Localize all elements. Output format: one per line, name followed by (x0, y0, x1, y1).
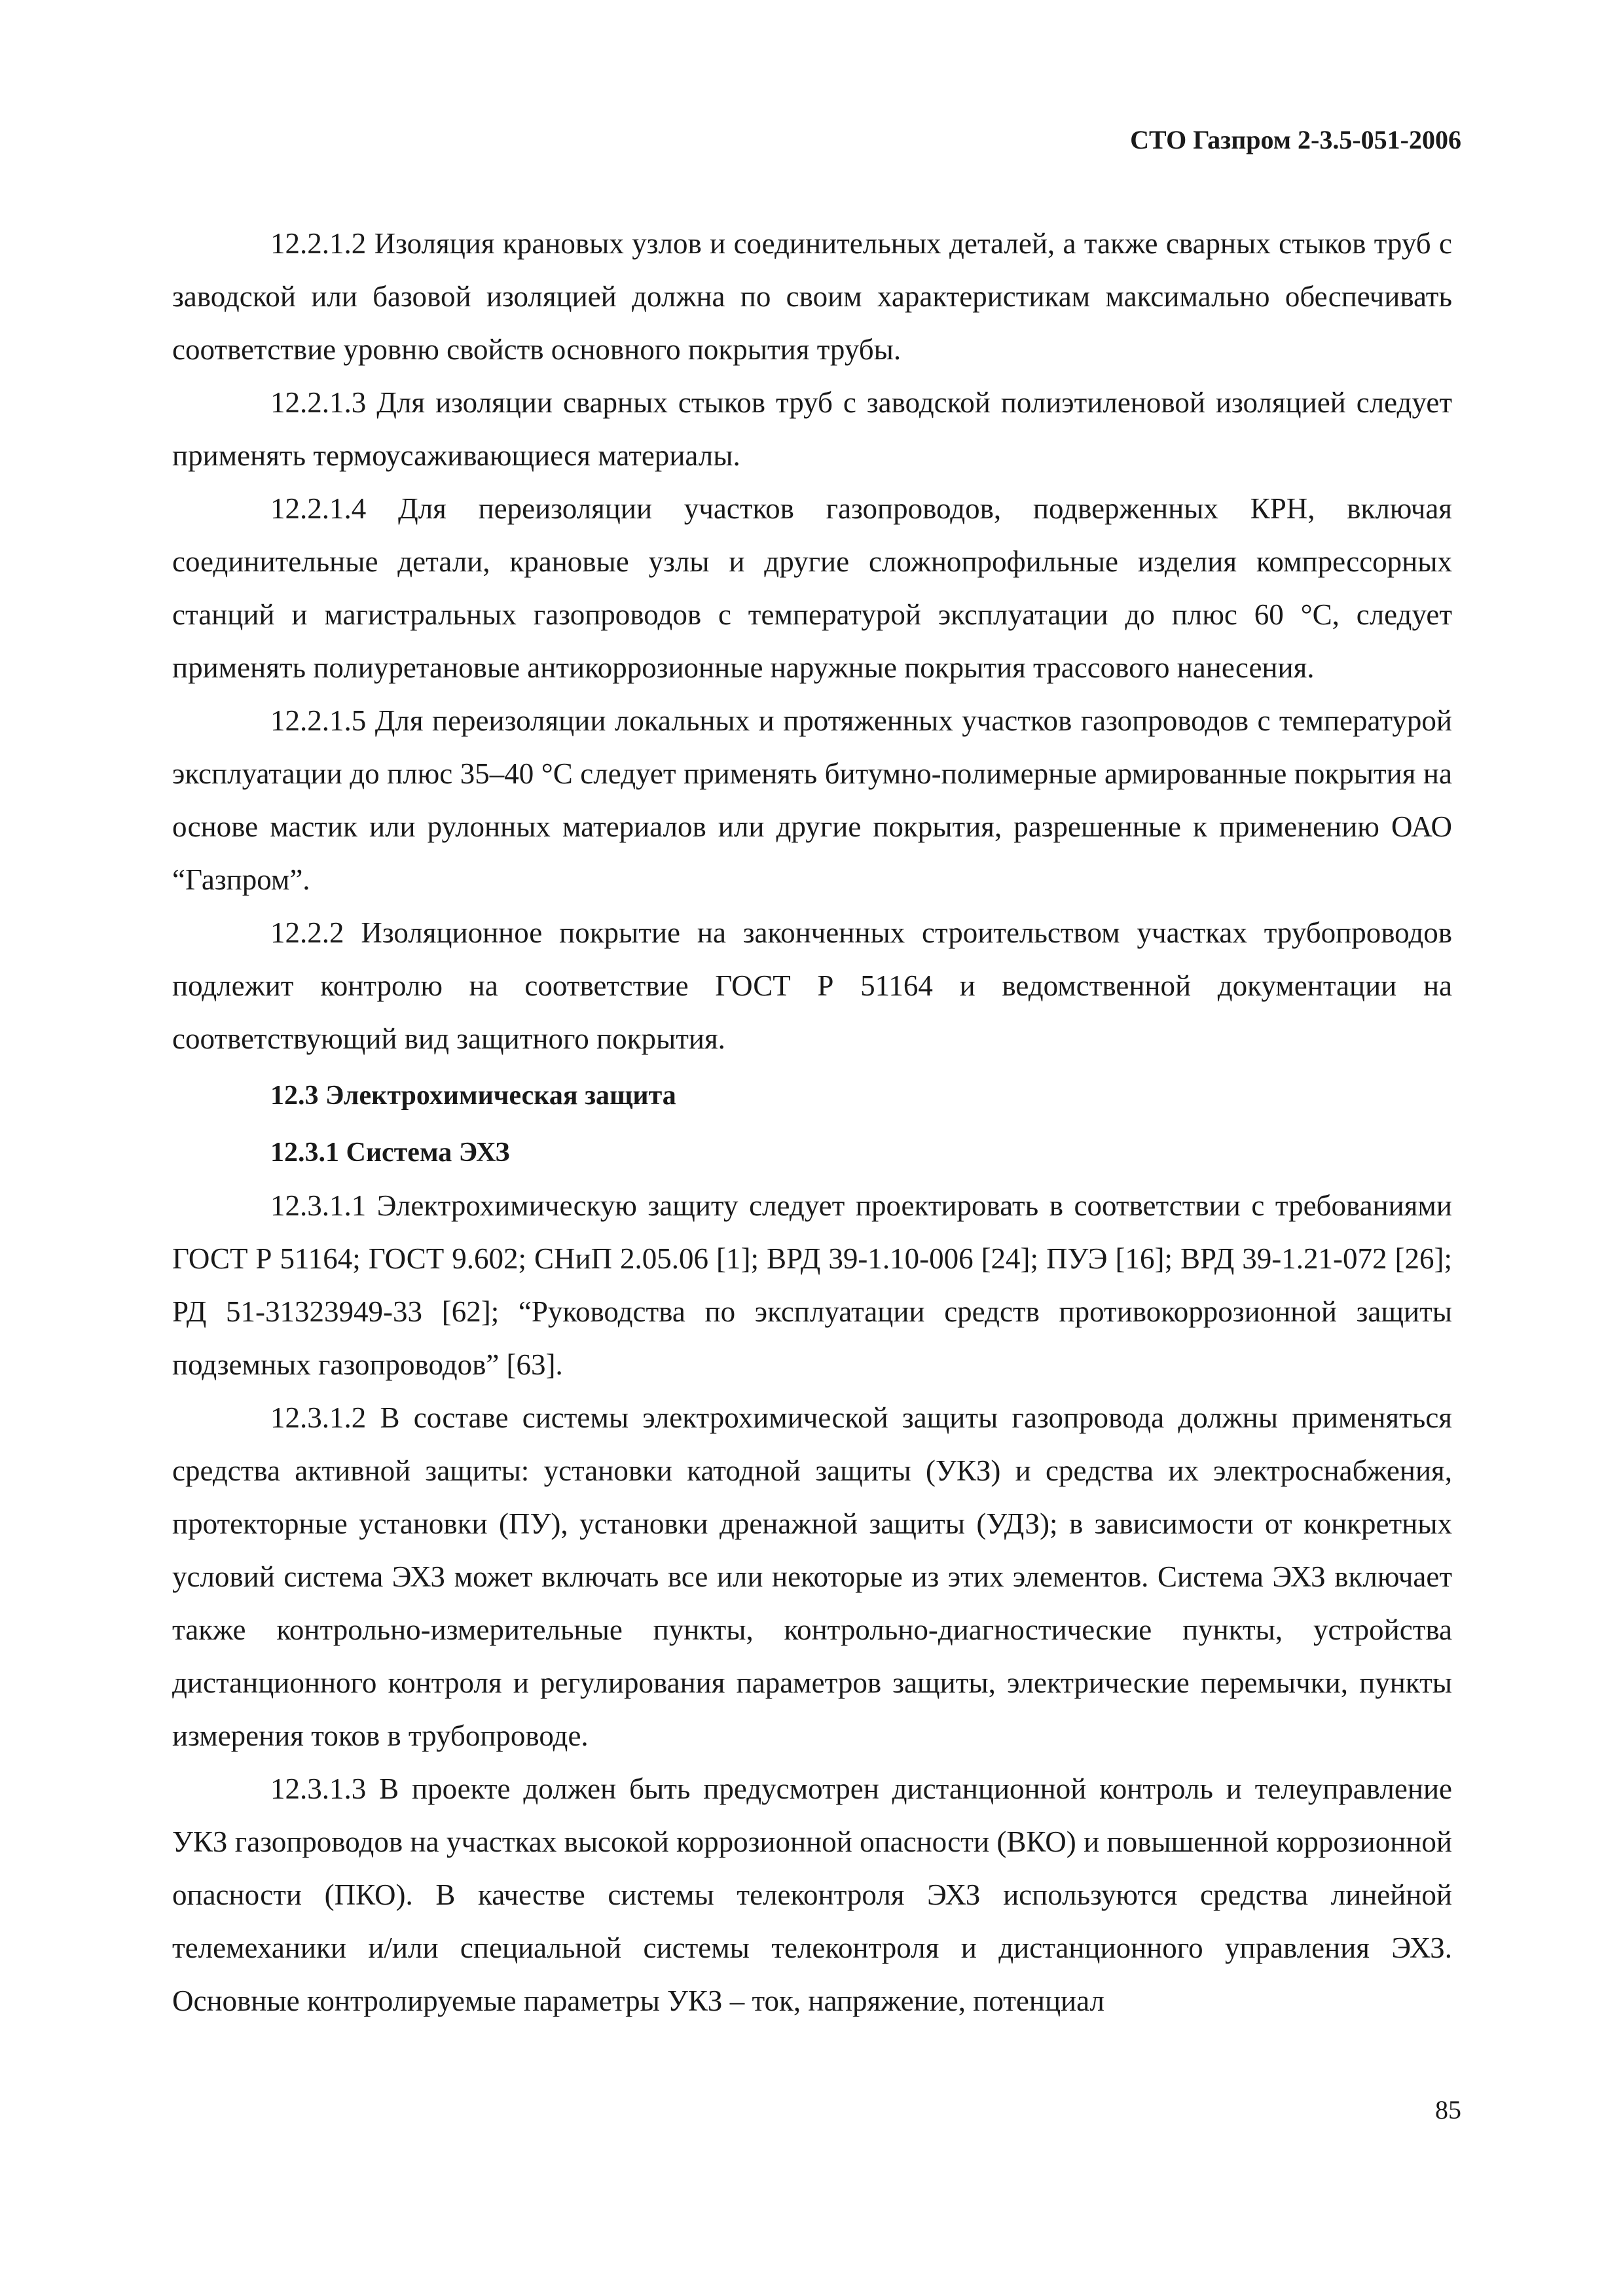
paragraph-12-2-1-3: 12.2.1.3 Для изоляции сварных стыков труб с заводской полиэтиленовой изоляцией следует применять термоусаживающиеся материалы. (172, 386, 1452, 472)
paragraph-12-3-1-2: 12.3.1.2 В составе системы электрохимической защиты газопровода должны применяться средства активной защиты: установки катодной защиты (УКЗ) и средства их электроснабжения, протекторные установки (ПУ), установки дренажной защиты (УДЗ); в зависимости от конкретных условий система ЭХЗ может включать все или некоторые из этих элементов. Система ЭХЗ включает также контрольно-измерительные пункты, контрольно-диагностические пункты, устройства дистанционного контроля и регулирования параметров защиты, электрические перемычки, пункты измерения токов в трубопроводе. (172, 1401, 1452, 1752)
paragraph-12-2-1-4: 12.2.1.4 Для переизоляции участков газопроводов, подверженных КРН, включая соединительные детали, крановые узлы и другие сложнопрофильные изделия компрессорных станций и магистральных газопроводов с температурой эксплуатации до плюс 60 °С, следует применять полиуретановые антикоррозионные наружные покрытия трассового нанесения. (172, 492, 1452, 684)
document-body (172, 217, 1452, 2028)
paragraph-12-2-2: 12.2.2 Изоляционное покрытие на законченных строительством участках трубопроводов подлежит контролю на соответствие ГОСТ Р 51164 и ведомственной документации на соответствующий вид защитного покрытия. (172, 916, 1452, 1055)
paragraph-12-2-1-5: 12.2.1.5 Для переизоляции локальных и протяженных участков газопроводов с температурой эксплуатации до плюс 35–40 °С следует применять битумно-полимерные армированные покрытия на основе мастик или рулонных материалов или другие покрытия, разрешенные к применению ОАО “Газпром”. (172, 704, 1452, 896)
paragraph-12-3-1-1: 12.3.1.1 Электрохимическую защиту следует проектировать в соответствии с требованиями ГОСТ Р 51164; ГОСТ 9.602; СНиП 2.05.06 [1]; ВРД 39-1.10-006 [24]; ПУЭ [16]; ВРД 39-1.21-072 [26]; РД 51-31323949-33 [62]; “Руководства по эксплуатации средств противокоррозионной защиты подземных газопроводов” [63]. (172, 1189, 1452, 1381)
page-number: 85 (1435, 2095, 1461, 2125)
document-header: СТО Газпром 2-3.5-051-2006 (1130, 125, 1461, 154)
paragraph-12-2-1-2: 12.2.1.2 Изоляция крановых узлов и соединительных деталей, а также сварных стыков труб с заводской или базовой изоляцией должна по своим характеристикам максимально обеспечивать соответствие уровню свойств основного покрытия трубы. (172, 227, 1452, 366)
paragraph-12-3-1-3: 12.3.1.3 В проекте должен быть предусмотрен дистанционной контроль и телеуправление УКЗ газопроводов на участках высокой коррозионной опасности (ВКО) и повышенной коррозионной опасности (ПКО). В качестве системы телеконтроля ЭХЗ используются средства линейной телемеханики и/или специальной системы телеконтроля и дистанционного управления ЭХЗ. Основные контролируемые параметры УКЗ – ток, напряжение, потенциал (172, 1772, 1452, 2017)
section-heading-12-3-1: 12.3.1 Система ЭХЗ (270, 1138, 510, 1168)
section-heading-12-3: 12.3 Электрохимическая защита (270, 1081, 676, 1111)
